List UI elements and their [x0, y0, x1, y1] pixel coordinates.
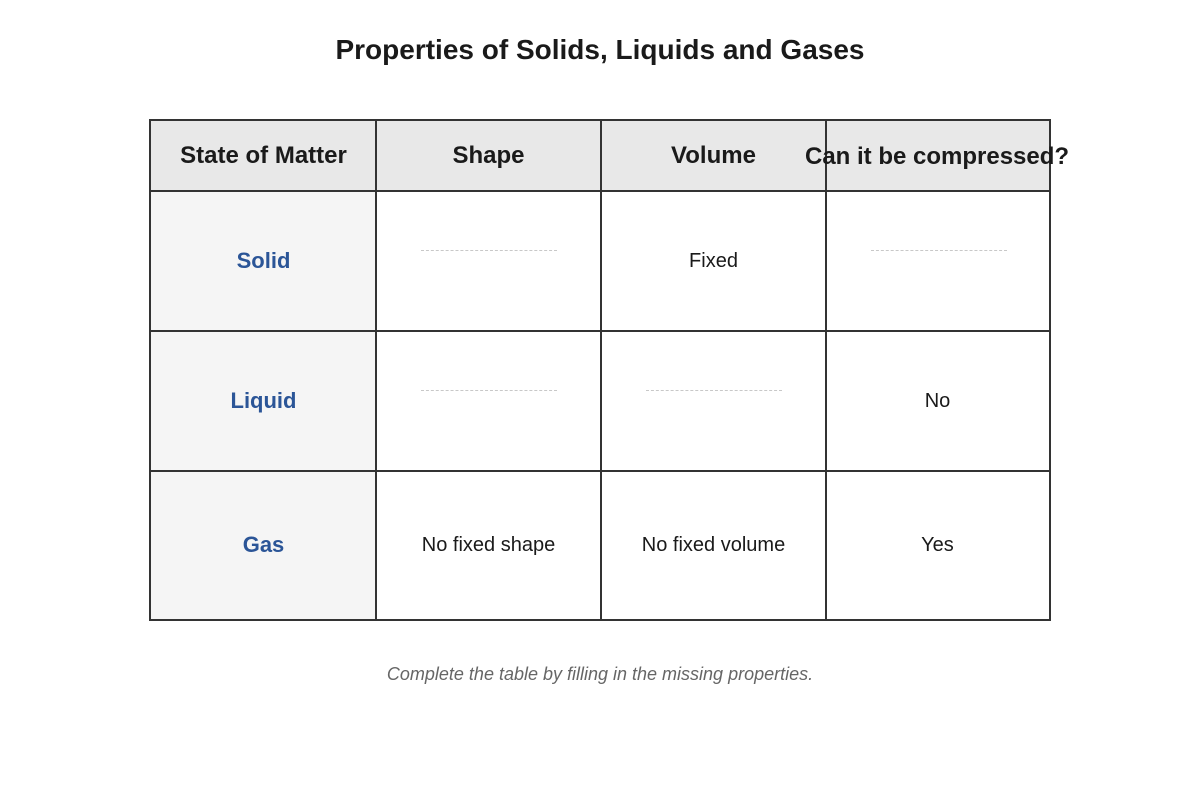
- header-compressed: Can it be compressed?: [805, 143, 1070, 170]
- cell-gas-shape: No fixed shape: [421, 533, 556, 556]
- row-divider: [151, 190, 1049, 192]
- cell-gas-compressed: Yes: [921, 533, 954, 556]
- cell-liquid-shape[interactable]: [376, 331, 601, 471]
- blank-answer-line: [646, 390, 782, 391]
- properties-table: [149, 119, 1051, 621]
- row-divider: [151, 330, 1049, 332]
- blank-answer-line: [871, 250, 1007, 251]
- row-label-liquid: Liquid: [151, 331, 376, 471]
- blank-answer-line: [421, 250, 557, 251]
- cell-solid-volume: Fixed: [689, 249, 738, 272]
- row-label-solid: Solid: [151, 191, 376, 331]
- blank-answer-line: [421, 390, 557, 391]
- column-divider: [825, 121, 827, 619]
- header-shape: Shape: [376, 121, 601, 191]
- header-state-of-matter: State of Matter: [151, 121, 376, 191]
- header-volume: Volume: [601, 121, 826, 191]
- column-divider: [600, 121, 602, 619]
- page-title: Properties of Solids, Liquids and Gases: [335, 34, 865, 65]
- row-divider: [151, 470, 1049, 472]
- instruction-note: Complete the table by filling in the missing properties.: [386, 664, 814, 684]
- column-divider: [375, 121, 377, 619]
- cell-liquid-volume[interactable]: [601, 331, 826, 471]
- cell-solid-shape[interactable]: [376, 191, 601, 331]
- cell-solid-compressed[interactable]: [826, 191, 1049, 331]
- cell-liquid-compressed: No: [924, 389, 951, 412]
- row-label-gas: Gas: [151, 471, 376, 619]
- cell-gas-volume: No fixed volume: [641, 533, 786, 556]
